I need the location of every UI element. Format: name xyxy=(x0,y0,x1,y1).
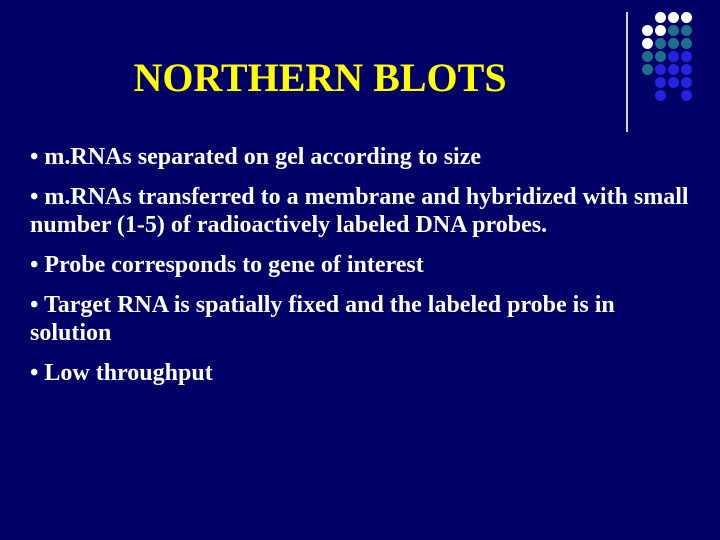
decorative-dot xyxy=(642,51,653,62)
decorative-dot xyxy=(681,51,692,62)
decorative-dot xyxy=(655,77,666,88)
decorative-dot xyxy=(642,25,653,36)
decorative-dot xyxy=(681,77,692,88)
bullet-item: • Target RNA is spatially fixed and the labeled probe is in solution xyxy=(30,292,615,346)
decorative-dot xyxy=(668,12,679,23)
decorative-dot xyxy=(655,64,666,75)
decorative-dot xyxy=(681,12,692,23)
decorative-dot xyxy=(655,90,666,101)
decorative-divider xyxy=(626,12,628,132)
decorative-dot-grid xyxy=(640,10,720,120)
decorative-dot xyxy=(655,25,666,36)
decorative-dot xyxy=(642,64,653,75)
bullet-item: • Probe corresponds to gene of interest xyxy=(30,252,424,278)
bullet-item: • Low throughput xyxy=(30,360,213,386)
decorative-dot xyxy=(668,51,679,62)
decorative-dot xyxy=(655,38,666,49)
decorative-dot xyxy=(681,64,692,75)
decorative-dot xyxy=(681,25,692,36)
decorative-dot xyxy=(681,90,692,101)
slide-title: NORTHERN BLOTS xyxy=(133,55,507,100)
decorative-dot xyxy=(681,38,692,49)
decorative-dot xyxy=(668,64,679,75)
bullet-list xyxy=(30,143,690,399)
decorative-dot xyxy=(668,25,679,36)
bullet-item: • m.RNAs transferred to a membrane and hybridized with small number (1-5) of radioactively labeled DNA probes. xyxy=(30,184,689,238)
decorative-dot xyxy=(655,12,666,23)
decorative-dot xyxy=(668,38,679,49)
decorative-dot xyxy=(642,38,653,49)
bullet-item: • m.RNAs separated on gel according to size xyxy=(30,144,482,170)
decorative-dot xyxy=(668,77,679,88)
decorative-dot xyxy=(655,51,666,62)
